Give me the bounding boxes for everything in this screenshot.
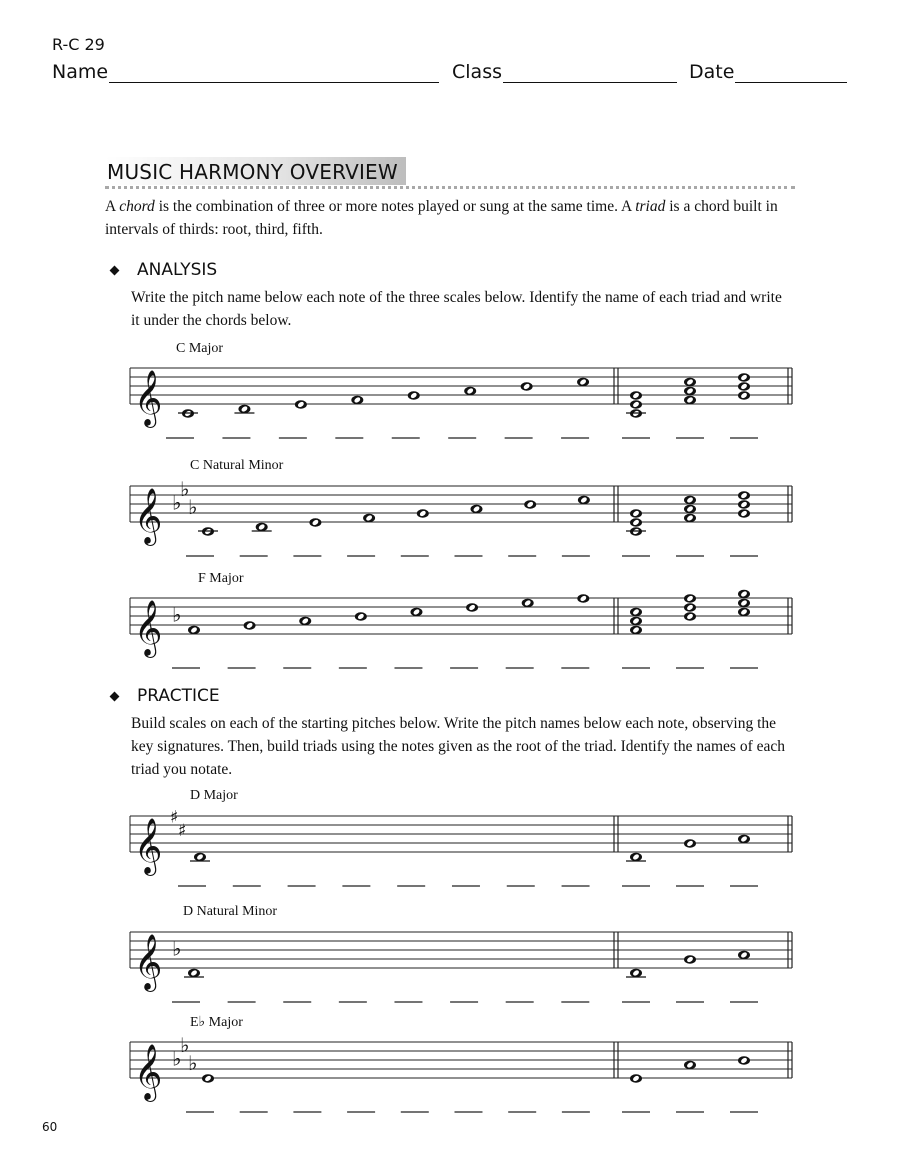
whole-note xyxy=(524,500,536,508)
whole-note xyxy=(630,617,642,625)
class-label: Class xyxy=(452,61,502,83)
whole-note xyxy=(684,378,696,386)
whole-note xyxy=(470,505,482,513)
whole-note xyxy=(521,382,533,390)
treble-clef-icon: 𝄞 xyxy=(134,934,163,990)
flat-icon: ♭ xyxy=(188,1051,198,1075)
whole-note xyxy=(417,509,429,517)
whole-note xyxy=(244,621,256,629)
flat-icon: ♭ xyxy=(180,477,190,501)
whole-note xyxy=(577,378,589,386)
name-line[interactable] xyxy=(109,63,439,83)
term-triad: triad xyxy=(635,198,666,215)
music-staff-e-flat-major xyxy=(0,1024,900,1134)
whole-note xyxy=(410,608,422,616)
intro-paragraph xyxy=(105,195,795,241)
whole-note xyxy=(630,400,642,408)
whole-note xyxy=(630,391,642,399)
whole-note xyxy=(738,608,750,616)
whole-note xyxy=(684,505,696,513)
class-field[interactable] xyxy=(452,61,677,83)
whole-note xyxy=(684,396,696,404)
whole-note xyxy=(464,387,476,395)
whole-note xyxy=(299,617,311,625)
page-number: 60 xyxy=(42,1120,58,1134)
staff-label-d-major: D Major xyxy=(190,788,238,803)
whole-note xyxy=(684,594,696,602)
whole-note xyxy=(408,391,420,399)
music-staff-c-major xyxy=(0,350,900,460)
whole-note xyxy=(630,626,642,634)
whole-note xyxy=(684,955,696,963)
whole-note xyxy=(738,1056,750,1064)
whole-note xyxy=(188,626,200,634)
whole-note xyxy=(684,514,696,522)
name-label: Name xyxy=(52,61,109,83)
treble-clef-icon: 𝄞 xyxy=(134,1044,163,1100)
whole-note xyxy=(738,599,750,607)
whole-note xyxy=(577,594,589,602)
whole-note xyxy=(738,500,750,508)
worksheet-reference: R-C 29 xyxy=(52,35,105,54)
whole-note xyxy=(684,1061,696,1069)
treble-clef-icon: 𝄞 xyxy=(134,488,163,544)
date-field[interactable] xyxy=(689,61,847,83)
sharp-icon: ♯ xyxy=(170,807,179,828)
whole-note xyxy=(738,382,750,390)
whole-note xyxy=(363,514,375,522)
whole-note xyxy=(684,387,696,395)
whole-note xyxy=(630,853,642,861)
flat-icon: ♭ xyxy=(172,602,182,627)
treble-clef-icon: 𝄞 xyxy=(134,600,163,656)
whole-note xyxy=(355,612,367,620)
staff-label-e-flat-major: E♭ Major xyxy=(190,1015,243,1030)
whole-note xyxy=(309,518,321,526)
date-label: Date xyxy=(689,61,735,83)
whole-note xyxy=(738,391,750,399)
practice-heading-text: PRACTICE xyxy=(137,686,220,706)
staff-label-f-major: F Major xyxy=(198,571,244,586)
whole-note xyxy=(630,509,642,517)
whole-note xyxy=(738,509,750,517)
music-staff-d-major xyxy=(0,798,900,908)
whole-note xyxy=(738,951,750,959)
whole-note xyxy=(630,1074,642,1082)
flat-icon: ♭ xyxy=(180,1033,190,1057)
intro-text-1: A xyxy=(105,198,120,215)
bullet-diamond-icon xyxy=(110,691,120,701)
sharp-icon: ♯ xyxy=(178,821,187,841)
date-line[interactable] xyxy=(735,63,847,83)
whole-note xyxy=(351,396,363,404)
whole-note xyxy=(194,853,206,861)
staff-label-c-natural-minor: C Natural Minor xyxy=(190,458,284,473)
practice-instructions: Build scales on each of the starting pitches below. Write the pitch names below each note, observing the key signatures. Then, build triads using the notes given as the root of the triad. Identify the names of each triad you notate. xyxy=(131,715,785,778)
whole-note xyxy=(522,599,534,607)
staff-label-d-natural-minor: D Natural Minor xyxy=(183,904,278,919)
music-staff-f-major xyxy=(0,580,900,690)
whole-note xyxy=(684,603,696,611)
whole-note xyxy=(202,1074,214,1082)
whole-note xyxy=(466,603,478,611)
staff-label-c-major: C Major xyxy=(176,341,224,356)
term-chord: chord xyxy=(119,198,155,215)
title-rule xyxy=(105,186,795,189)
whole-note xyxy=(684,839,696,847)
whole-note xyxy=(630,969,642,977)
whole-note xyxy=(238,405,250,413)
music-staff-d-natural-minor xyxy=(0,914,900,1024)
whole-note xyxy=(738,590,750,598)
whole-note xyxy=(630,518,642,526)
intro-text-3: is a chord built in intervals of thirds: root, third, fifth. xyxy=(105,198,778,238)
flat-icon: ♭ xyxy=(188,495,198,519)
treble-clef-icon: 𝄞 xyxy=(134,818,163,874)
whole-note xyxy=(295,400,307,408)
class-line[interactable] xyxy=(503,63,677,83)
flat-icon: ♭ xyxy=(172,936,182,961)
whole-note xyxy=(738,835,750,843)
name-field[interactable] xyxy=(52,61,439,83)
flat-icon: ♭ xyxy=(172,1046,182,1071)
intro-text-2: is the combination of three or more notes played or sung at the same time. A xyxy=(154,198,636,215)
music-staff-c-natural-minor xyxy=(0,468,900,578)
treble-clef-icon: 𝄞 xyxy=(134,370,163,426)
whole-note xyxy=(188,969,200,977)
flat-icon: ♭ xyxy=(172,490,182,515)
analysis-heading xyxy=(111,260,217,280)
whole-note xyxy=(684,612,696,620)
page-title: MUSIC HARMONY OVERVIEW xyxy=(105,157,406,185)
bullet-diamond-icon xyxy=(110,265,120,275)
whole-note xyxy=(738,491,750,499)
analysis-heading-text: ANALYSIS xyxy=(137,260,218,280)
whole-note xyxy=(578,496,590,504)
whole-note xyxy=(684,496,696,504)
analysis-instructions: Write the pitch name below each note of the three scales below. Identify the name of each triad and write it under the chords below. xyxy=(131,289,782,329)
whole-note xyxy=(256,523,268,531)
whole-note xyxy=(630,608,642,616)
whole-note xyxy=(738,373,750,381)
